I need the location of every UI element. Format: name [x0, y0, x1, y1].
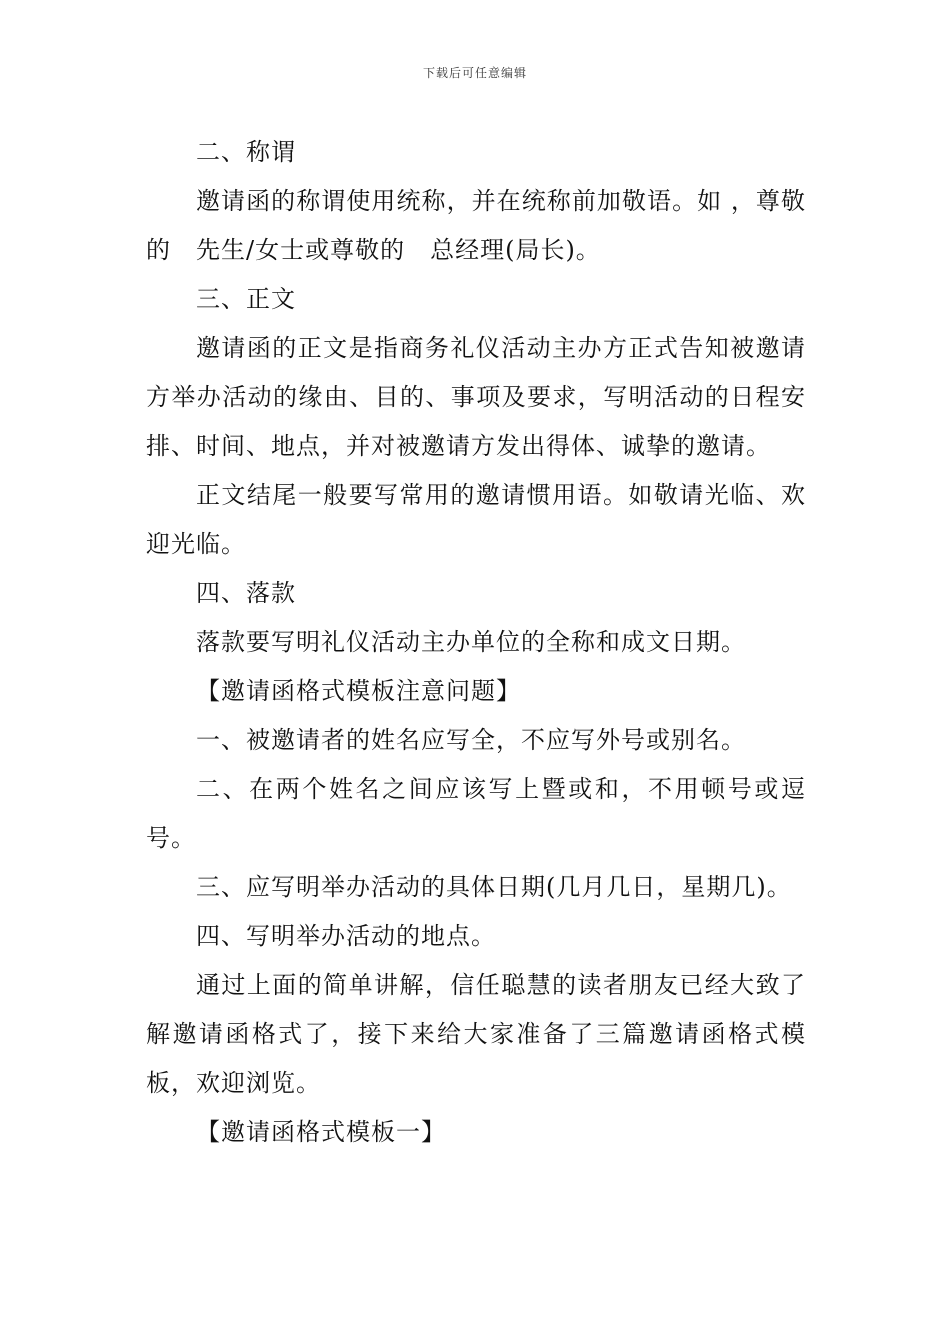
paragraph-salutation-rule: 邀请函的称谓使用统称，并在统称前加敬语。如 ，尊敬的 先生/女士或尊敬的 总经理(局长)。 — [146, 187, 806, 264]
paragraph-summary: 通过上面的简单讲解，信任聪慧的读者朋友已经大致了解邀请函格式了，接下来给大家准备了三篇邀请函格式模板，欢迎浏览。 — [146, 971, 806, 1097]
section-heading-notes: 【邀请函格式模板注意问题】 — [196, 677, 521, 705]
note-item-2: 二、在两个姓名之间应该写上暨或和，不用顿号或逗号。 — [146, 775, 806, 852]
note-item-4: 四、写明举办活动的地点。 — [196, 922, 496, 950]
paragraph-signature-rule: 落款要写明礼仪活动主办单位的全称和成文日期。 — [196, 628, 746, 656]
note-item-1: 一、被邀请者的姓名应写全，不应写外号或别名。 — [196, 726, 746, 754]
paragraph-body-definition: 邀请函的正文是指商务礼仪活动主办方正式告知被邀请方举办活动的缘由、目的、事项及要求，写明活动的日程安排、时间、地点，并对被邀请方发出得体、诚挚的邀请。 — [146, 334, 806, 460]
section-heading-template-1: 【邀请函格式模板一】 — [196, 1118, 446, 1146]
header-note: 下载后可任意编辑 — [422, 66, 527, 80]
document-body — [146, 128, 806, 1157]
section-heading-signature: 四、落款 — [196, 579, 296, 607]
note-item-3: 三、应写明举办活动的具体日期(几月几日，星期几)。 — [196, 873, 792, 901]
section-heading-body: 三、正文 — [196, 285, 296, 313]
section-heading-salutation: 二、称谓 — [196, 138, 296, 166]
paragraph-body-closing: 正文结尾一般要写常用的邀请惯用语。如敬请光临、欢迎光临。 — [146, 481, 806, 558]
